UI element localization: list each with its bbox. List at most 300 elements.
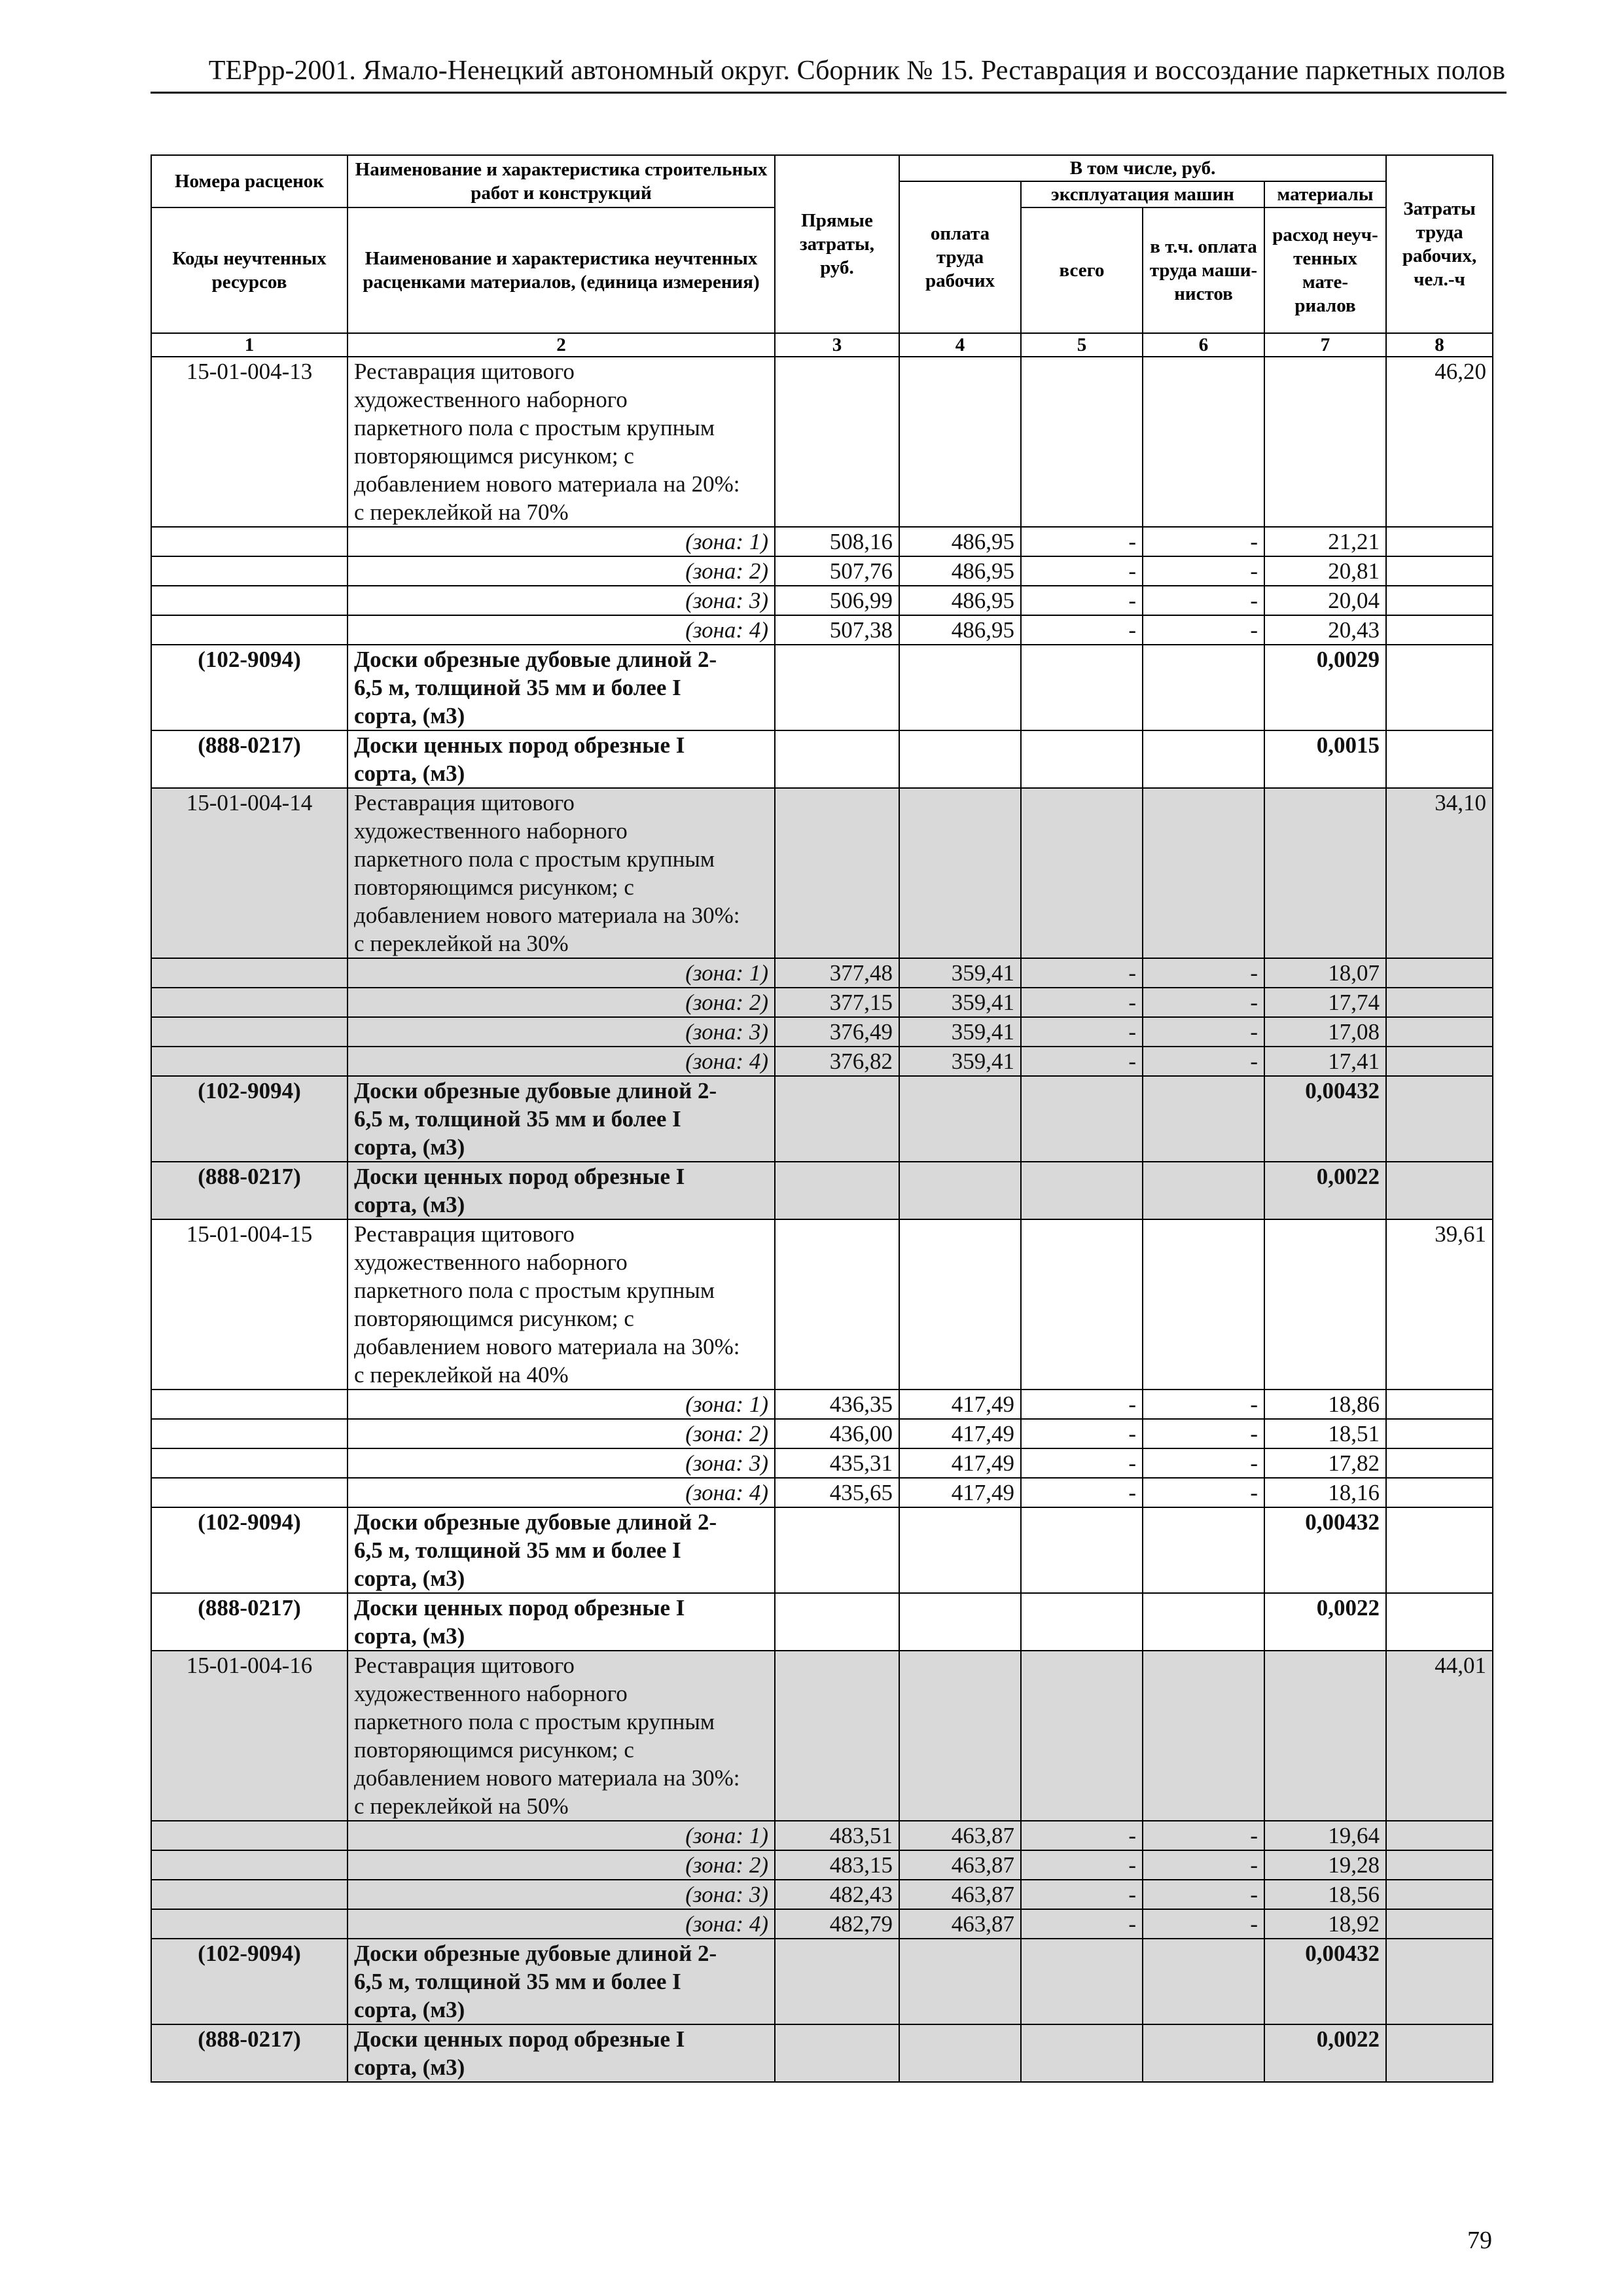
direct-cost-value: 436,00	[775, 1419, 899, 1448]
empty-cell	[1143, 1939, 1264, 2024]
rate-description-line: повторяющимся рисунком; с	[354, 443, 634, 469]
empty-cell	[1143, 788, 1264, 958]
direct-cost-value: 435,65	[775, 1478, 899, 1507]
direct-cost-value: 507,38	[775, 615, 899, 645]
empty-cell	[151, 1880, 348, 1909]
resource-name	[348, 730, 775, 788]
resource-code: (102-9094)	[151, 1507, 348, 1593]
empty-cell	[899, 730, 1021, 788]
machines-total-value: -	[1021, 1448, 1143, 1478]
resource-name-line: Доски обрезные дубовые длиной 2-	[354, 1078, 717, 1103]
rate-description-line: добавлением нового материала на 30%:	[354, 1765, 740, 1791]
worker-pay-value: 463,87	[899, 1821, 1021, 1850]
materials-value: 17,74	[1264, 988, 1386, 1017]
resource-name-line: сорта, (м3)	[354, 1134, 465, 1160]
machinist-pay-value: -	[1143, 1821, 1264, 1850]
rate-description-line: Реставрация щитового	[354, 1653, 575, 1678]
zone-label: (зона: 2)	[348, 988, 775, 1017]
column-number: 8	[1386, 333, 1493, 357]
empty-cell	[1386, 556, 1493, 586]
zone-label: (зона: 3)	[348, 1448, 775, 1478]
empty-cell	[1143, 730, 1264, 788]
machinist-pay-value: -	[1143, 1478, 1264, 1507]
resource-consumption-value: 0,0022	[1264, 1162, 1386, 1219]
empty-cell	[899, 788, 1021, 958]
resource-row	[151, 645, 1493, 730]
worker-pay-value: 359,41	[899, 1047, 1021, 1076]
machines-total-value: -	[1021, 527, 1143, 556]
empty-cell	[1386, 1593, 1493, 1651]
machinist-pay-value: -	[1143, 1017, 1264, 1047]
machines-total-value: -	[1021, 1821, 1143, 1850]
empty-cell	[151, 527, 348, 556]
machines-total-value: -	[1021, 1017, 1143, 1047]
zone-row	[151, 1821, 1493, 1850]
labor-cost-value: 34,10	[1386, 788, 1493, 958]
worker-pay-value: 486,95	[899, 615, 1021, 645]
materials-value: 17,41	[1264, 1047, 1386, 1076]
direct-cost-value: 483,15	[775, 1850, 899, 1880]
empty-cell	[1386, 988, 1493, 1017]
zone-row	[151, 586, 1493, 615]
empty-cell	[1386, 645, 1493, 730]
empty-cell	[775, 730, 899, 788]
materials-value: 20,43	[1264, 615, 1386, 645]
empty-cell	[1386, 730, 1493, 788]
rate-description-line: Реставрация щитового	[354, 790, 575, 816]
resource-consumption-value: 0,0015	[1264, 730, 1386, 788]
machines-total-value: -	[1021, 556, 1143, 586]
empty-cell	[1386, 1821, 1493, 1850]
materials-value: 19,28	[1264, 1850, 1386, 1880]
empty-cell	[1143, 645, 1264, 730]
machinist-pay-value: -	[1143, 527, 1264, 556]
materials-value: 20,81	[1264, 556, 1386, 586]
machinist-pay-value: -	[1143, 556, 1264, 586]
machines-total-value: -	[1021, 1390, 1143, 1419]
direct-cost-value: 376,49	[775, 1017, 899, 1047]
zone-label: (зона: 4)	[348, 615, 775, 645]
zone-label: (зона: 2)	[348, 556, 775, 586]
resource-name-line: Доски ценных пород обрезные I	[354, 1164, 685, 1189]
rate-description-line: повторяющимся рисунком; с	[354, 1737, 634, 1763]
machinist-pay-value: -	[1143, 1047, 1264, 1076]
empty-cell	[1386, 1162, 1493, 1219]
resource-name-line: сорта, (м3)	[354, 1192, 465, 1217]
resource-consumption-value: 0,0029	[1264, 645, 1386, 730]
zone-row	[151, 1448, 1493, 1478]
zone-row	[151, 1419, 1493, 1448]
resource-code: (102-9094)	[151, 645, 348, 730]
machinist-pay-value: -	[1143, 1390, 1264, 1419]
resource-name	[348, 1507, 775, 1593]
zone-label: (зона: 1)	[348, 1821, 775, 1850]
resource-name	[348, 1076, 775, 1162]
resource-row	[151, 1162, 1493, 1219]
resource-row	[151, 1939, 1493, 2024]
machinist-pay-value: -	[1143, 958, 1264, 988]
empty-cell	[1143, 1076, 1264, 1162]
machines-total-value: -	[1021, 988, 1143, 1017]
machines-total-value: -	[1021, 1047, 1143, 1076]
empty-cell	[151, 1478, 348, 1507]
empty-cell	[1021, 357, 1143, 527]
direct-cost-value: 377,15	[775, 988, 899, 1017]
empty-cell	[775, 357, 899, 527]
column-number: 2	[348, 333, 775, 357]
resource-name-line: сорта, (м3)	[354, 703, 465, 728]
page-number: 79	[1467, 2227, 1492, 2254]
empty-cell	[151, 1909, 348, 1939]
zone-row	[151, 988, 1493, 1017]
resource-consumption-value: 0,00432	[1264, 1076, 1386, 1162]
resource-row	[151, 1076, 1493, 1162]
resource-name-line: сорта, (м3)	[354, 1623, 465, 1649]
rate-description-line: художественного наборного	[354, 387, 628, 412]
table-header	[151, 155, 1493, 357]
worker-pay-value: 417,49	[899, 1478, 1021, 1507]
direct-cost-value: 376,82	[775, 1047, 899, 1076]
zone-label: (зона: 3)	[348, 1880, 775, 1909]
rate-description-line: художественного наборного	[354, 1681, 628, 1706]
materials-value: 18,07	[1264, 958, 1386, 988]
empty-cell	[1386, 1047, 1493, 1076]
empty-cell	[899, 2024, 1021, 2082]
zone-row	[151, 1047, 1493, 1076]
resource-name-line: сорта, (м3)	[354, 1566, 465, 1591]
empty-cell	[1143, 2024, 1264, 2082]
empty-cell	[1264, 788, 1386, 958]
empty-cell	[899, 1651, 1021, 1821]
resource-name-line: сорта, (м3)	[354, 2054, 465, 2080]
empty-cell	[775, 1651, 899, 1821]
materials-value: 19,64	[1264, 1821, 1386, 1850]
resource-name	[348, 1593, 775, 1651]
empty-cell	[1143, 1162, 1264, 1219]
column-number: 5	[1021, 333, 1143, 357]
empty-cell	[775, 2024, 899, 2082]
rate-code: 15-01-004-13	[151, 357, 348, 527]
rate-description	[348, 1219, 775, 1390]
machines-total-value: -	[1021, 615, 1143, 645]
materials-value: 18,92	[1264, 1909, 1386, 1939]
header-resource-codes: Коды неучтенных ресурсов	[151, 207, 348, 333]
zone-label: (зона: 3)	[348, 586, 775, 615]
machines-total-value: -	[1021, 958, 1143, 988]
resource-name-line: Доски ценных пород обрезные I	[354, 1595, 685, 1621]
rate-code: 15-01-004-15	[151, 1219, 348, 1390]
materials-value: 17,82	[1264, 1448, 1386, 1478]
resource-code: (888-0217)	[151, 1162, 348, 1219]
empty-cell	[899, 1219, 1021, 1390]
resource-code: (888-0217)	[151, 2024, 348, 2082]
zone-row	[151, 527, 1493, 556]
empty-cell	[151, 958, 348, 988]
resource-name	[348, 645, 775, 730]
rate-description-line: с переклейкой на 50%	[354, 1793, 569, 1819]
direct-cost-value: 377,48	[775, 958, 899, 988]
rate-description-line: Реставрация щитового	[354, 359, 575, 384]
empty-cell	[151, 1850, 348, 1880]
zone-row	[151, 1909, 1493, 1939]
zone-label: (зона: 2)	[348, 1850, 775, 1880]
empty-cell	[1386, 1850, 1493, 1880]
machinist-pay-value: -	[1143, 988, 1264, 1017]
empty-cell	[151, 1047, 348, 1076]
empty-cell	[1386, 1478, 1493, 1507]
header-machine-operation: эксплуатация машин	[1021, 181, 1264, 207]
header-direct-costs: Прямые затраты, руб.	[775, 155, 899, 333]
resource-name-line: Доски обрезные дубовые длиной 2-	[354, 1509, 717, 1535]
rate-description	[348, 1651, 775, 1821]
column-number: 7	[1264, 333, 1386, 357]
empty-cell	[775, 1507, 899, 1593]
machines-total-value: -	[1021, 1850, 1143, 1880]
empty-cell	[151, 615, 348, 645]
empty-cell	[1021, 1939, 1143, 2024]
machinist-pay-value: -	[1143, 586, 1264, 615]
rate-description-line: с переклейкой на 40%	[354, 1362, 569, 1388]
empty-cell	[775, 1219, 899, 1390]
empty-cell	[1264, 1651, 1386, 1821]
labor-cost-value: 46,20	[1386, 357, 1493, 527]
machines-total-value: -	[1021, 1419, 1143, 1448]
resource-consumption-value: 0,0022	[1264, 2024, 1386, 2082]
resource-name	[348, 1939, 775, 2024]
zone-label: (зона: 4)	[348, 1478, 775, 1507]
rate-description-line: паркетного пола с простым крупным	[354, 846, 715, 872]
resource-name	[348, 2024, 775, 2082]
rate-description-row	[151, 1219, 1493, 1390]
header-rate-numbers: Номера расценок	[151, 155, 348, 207]
rate-description-line: паркетного пола с простым крупным	[354, 1278, 715, 1303]
rate-description-line: добавлением нового материала на 20%:	[354, 471, 740, 497]
empty-cell	[1143, 1219, 1264, 1390]
rate-description-line: с переклейкой на 30%	[354, 931, 569, 956]
empty-cell	[1386, 1017, 1493, 1047]
rate-description-line: паркетного пола с простым крупным	[354, 415, 715, 440]
rate-description-row	[151, 357, 1493, 527]
empty-cell	[151, 556, 348, 586]
empty-cell	[775, 1076, 899, 1162]
resource-name-line: Доски обрезные дубовые длиной 2-	[354, 647, 717, 672]
empty-cell	[1386, 527, 1493, 556]
empty-cell	[1021, 2024, 1143, 2082]
zone-row	[151, 1850, 1493, 1880]
empty-cell	[1386, 1909, 1493, 1939]
direct-cost-value: 508,16	[775, 527, 899, 556]
empty-cell	[1386, 1419, 1493, 1448]
zone-label: (зона: 1)	[348, 1390, 775, 1419]
worker-pay-value: 463,87	[899, 1880, 1021, 1909]
machinist-pay-value: -	[1143, 1850, 1264, 1880]
machinist-pay-value: -	[1143, 1419, 1264, 1448]
resource-code: (102-9094)	[151, 1076, 348, 1162]
worker-pay-value: 463,87	[899, 1850, 1021, 1880]
empty-cell	[775, 788, 899, 958]
rate-description-line: добавлением нового материала на 30%:	[354, 1334, 740, 1359]
materials-value: 20,04	[1264, 586, 1386, 615]
worker-pay-value: 417,49	[899, 1448, 1021, 1478]
rate-description-line: с переклейкой на 70%	[354, 499, 569, 525]
resource-name-line: 6,5 м, толщиной 35 мм и более I	[354, 1537, 681, 1563]
empty-cell	[151, 1419, 348, 1448]
rate-description-row	[151, 788, 1493, 958]
empty-cell	[899, 357, 1021, 527]
materials-value: 18,86	[1264, 1390, 1386, 1419]
resource-code: (888-0217)	[151, 730, 348, 788]
zone-row	[151, 1390, 1493, 1419]
zone-label: (зона: 1)	[348, 527, 775, 556]
header-materials: материалы	[1264, 181, 1386, 207]
empty-cell	[1386, 1448, 1493, 1478]
zone-row	[151, 1880, 1493, 1909]
rates-table	[151, 154, 1493, 2083]
empty-cell	[1386, 615, 1493, 645]
column-number: 4	[899, 333, 1021, 357]
header-labor-cost: Затраты труда рабочих, чел.-ч	[1386, 155, 1493, 333]
rate-code: 15-01-004-16	[151, 1651, 348, 1821]
page-header-title: ТЕРрр-2001. Ямало-Ненецкий автономный округ. Сборник № 15. Реставрация и воссоздание паркетных полов	[208, 56, 1505, 86]
empty-cell	[1021, 730, 1143, 788]
resource-code: (102-9094)	[151, 1939, 348, 2024]
header-material-consumption: расход неуч- тенных мате- риалов	[1264, 207, 1386, 333]
empty-cell	[1143, 1651, 1264, 1821]
worker-pay-value: 486,95	[899, 586, 1021, 615]
zone-row	[151, 1478, 1493, 1507]
empty-cell	[151, 1448, 348, 1478]
machinist-pay-value: -	[1143, 615, 1264, 645]
empty-cell	[899, 645, 1021, 730]
worker-pay-value: 359,41	[899, 1017, 1021, 1047]
direct-cost-value: 483,51	[775, 1821, 899, 1850]
zone-row	[151, 1017, 1493, 1047]
rate-description-line: повторяющимся рисунком; с	[354, 874, 634, 900]
empty-cell	[1386, 1390, 1493, 1419]
rate-description-line: Реставрация щитового	[354, 1221, 575, 1247]
empty-cell	[151, 1821, 348, 1850]
resource-name	[348, 1162, 775, 1219]
machinist-pay-value: -	[1143, 1448, 1264, 1478]
materials-value: 18,51	[1264, 1419, 1386, 1448]
machines-total-value: -	[1021, 586, 1143, 615]
zone-label: (зона: 4)	[348, 1909, 775, 1939]
zone-row	[151, 958, 1493, 988]
resource-name-line: сорта, (м3)	[354, 761, 465, 786]
resource-code: (888-0217)	[151, 1593, 348, 1651]
zone-label: (зона: 1)	[348, 958, 775, 988]
column-number: 1	[151, 333, 348, 357]
materials-value: 21,21	[1264, 527, 1386, 556]
rate-description-line: паркетного пола с простым крупным	[354, 1709, 715, 1734]
rate-description-row	[151, 1651, 1493, 1821]
empty-cell	[1021, 1162, 1143, 1219]
zone-label: (зона: 4)	[348, 1047, 775, 1076]
empty-cell	[1264, 1219, 1386, 1390]
empty-cell	[899, 1939, 1021, 2024]
direct-cost-value: 482,79	[775, 1909, 899, 1939]
empty-cell	[151, 586, 348, 615]
worker-pay-value: 359,41	[899, 988, 1021, 1017]
machinist-pay-value: -	[1143, 1909, 1264, 1939]
machinist-pay-value: -	[1143, 1880, 1264, 1909]
empty-cell	[1386, 958, 1493, 988]
empty-cell	[151, 988, 348, 1017]
column-number: 3	[775, 333, 899, 357]
header-machinist-pay: в т.ч. оплата труда маши- нистов	[1143, 207, 1264, 333]
direct-cost-value: 507,76	[775, 556, 899, 586]
empty-cell	[1264, 357, 1386, 527]
worker-pay-value: 486,95	[899, 527, 1021, 556]
worker-pay-value: 463,87	[899, 1909, 1021, 1939]
empty-cell	[1386, 2024, 1493, 2082]
resource-name-line: 6,5 м, толщиной 35 мм и более I	[354, 675, 681, 700]
zone-label: (зона: 2)	[348, 1419, 775, 1448]
resource-name-line: 6,5 м, толщиной 35 мм и более I	[354, 1106, 681, 1132]
zone-row	[151, 556, 1493, 586]
labor-cost-value: 44,01	[1386, 1651, 1493, 1821]
empty-cell	[151, 1390, 348, 1419]
empty-cell	[151, 1017, 348, 1047]
empty-cell	[1386, 1507, 1493, 1593]
empty-cell	[1386, 1880, 1493, 1909]
resource-consumption-value: 0,0022	[1264, 1593, 1386, 1651]
header-machines-total: всего	[1021, 207, 1143, 333]
empty-cell	[1021, 788, 1143, 958]
resource-name-line: сорта, (м3)	[354, 1997, 465, 2022]
header-work-name: Наименование и характеристика строительных работ и конструкций	[348, 155, 775, 207]
empty-cell	[1143, 1593, 1264, 1651]
machines-total-value: -	[1021, 1478, 1143, 1507]
resource-row	[151, 730, 1493, 788]
column-number: 6	[1143, 333, 1264, 357]
empty-cell	[899, 1076, 1021, 1162]
empty-cell	[775, 1593, 899, 1651]
empty-cell	[1386, 586, 1493, 615]
materials-value: 18,16	[1264, 1478, 1386, 1507]
empty-cell	[1021, 1507, 1143, 1593]
empty-cell	[1143, 1507, 1264, 1593]
resource-consumption-value: 0,00432	[1264, 1939, 1386, 2024]
rate-description-line: художественного наборного	[354, 818, 628, 844]
empty-cell	[1386, 1076, 1493, 1162]
direct-cost-value: 482,43	[775, 1880, 899, 1909]
empty-cell	[775, 1939, 899, 2024]
direct-cost-value: 506,99	[775, 586, 899, 615]
rate-code: 15-01-004-14	[151, 788, 348, 958]
zone-label: (зона: 3)	[348, 1017, 775, 1047]
empty-cell	[775, 645, 899, 730]
worker-pay-value: 359,41	[899, 958, 1021, 988]
empty-cell	[1021, 1651, 1143, 1821]
rate-description-line: добавлением нового материала на 30%:	[354, 903, 740, 928]
resource-row	[151, 1593, 1493, 1651]
worker-pay-value: 417,49	[899, 1390, 1021, 1419]
labor-cost-value: 39,61	[1386, 1219, 1493, 1390]
empty-cell	[1386, 1939, 1493, 2024]
direct-cost-value: 436,35	[775, 1390, 899, 1419]
machines-total-value: -	[1021, 1909, 1143, 1939]
worker-pay-value: 417,49	[899, 1419, 1021, 1448]
materials-value: 17,08	[1264, 1017, 1386, 1047]
rate-description	[348, 788, 775, 958]
empty-cell	[1021, 1593, 1143, 1651]
resource-row	[151, 2024, 1493, 2082]
materials-value: 18,56	[1264, 1880, 1386, 1909]
worker-pay-value: 486,95	[899, 556, 1021, 586]
header-worker-pay: оплата труда рабочих	[899, 181, 1021, 333]
rate-description-line: повторяющимся рисунком; с	[354, 1306, 634, 1331]
